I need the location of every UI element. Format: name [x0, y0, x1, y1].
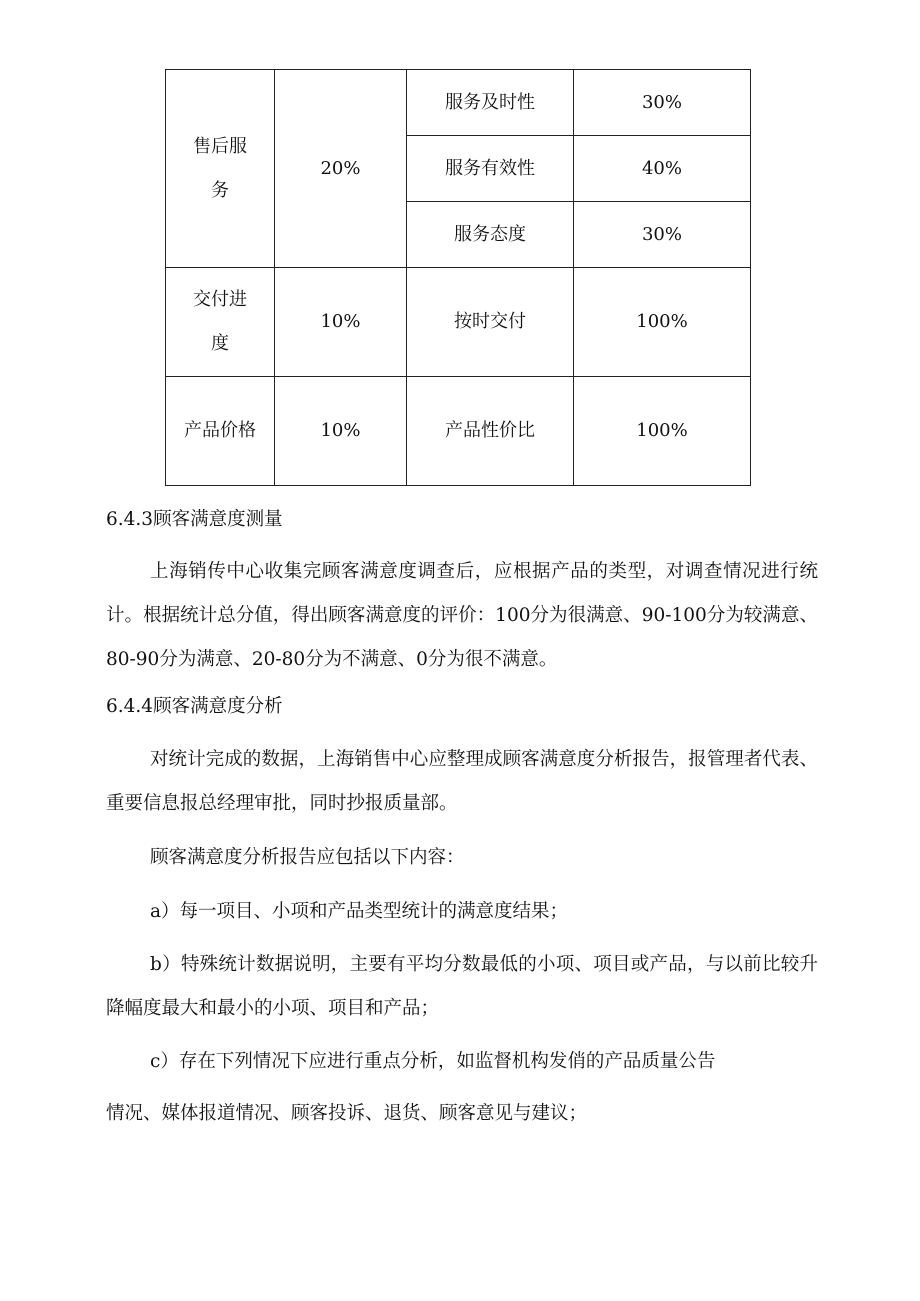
- paragraph-analysis-report: 对统计完成的数据，上海销售中心应整理成顾客满意度分析报告，报管理者代表、重要信息报总经理审批，同时抄报质量部。: [106, 749, 818, 814]
- share-on-time-delivery: 100%: [574, 268, 751, 377]
- section-heading-6-4-3: 6.4.3顾客满意度测量: [106, 509, 283, 530]
- item-price-performance: 产品性价比: [407, 377, 574, 486]
- list-item-c-line2: 情况、媒体报道情况、顾客投诉、退货、顾客意见与建议；: [106, 1103, 588, 1124]
- category-label: 交付进 度: [193, 289, 247, 354]
- item-service-attitude: 服务态度: [407, 202, 574, 268]
- item-service-timeliness: 服务及时性: [407, 70, 574, 136]
- category-delivery: [166, 268, 275, 377]
- item-on-time-delivery: 按时交付: [407, 268, 574, 377]
- weight-price: 10%: [275, 377, 407, 486]
- satisfaction-weight-table: [165, 69, 751, 486]
- paragraph-report-contents: 顾客满意度分析报告应包括以下内容：: [150, 847, 465, 868]
- share-service-attitude: 30%: [574, 202, 751, 268]
- list-item-a: a）每一项目、小项和产品类型统计的满意度结果；: [150, 901, 569, 922]
- share-price-performance: 100%: [574, 377, 751, 486]
- category-label: 售后服 务: [193, 135, 247, 201]
- section-heading-6-4-4: 6.4.4顾客满意度分析: [106, 696, 283, 717]
- list-item-c-line1: c）存在下列情况下应进行重点分析，如监督机构发俏的产品质量公告: [150, 1051, 716, 1072]
- list-item-b: b）特殊统计数据说明，主要有平均分数最低的小项、项目或产品，与以前比较升降幅度最大和最小的小项、项目和产品；: [106, 954, 818, 1019]
- weight-delivery: 10%: [275, 268, 407, 377]
- category-price: 产品价格: [166, 377, 275, 486]
- category-after-sales: [166, 70, 275, 268]
- item-service-effectiveness: 服务有效性: [407, 136, 574, 202]
- paragraph-measurement: 上海销传中心收集完顾客满意度调查后，应根据产品的类型，对调查情况进行统计。根据统计总分值，得出顾客满意度的评价：100分为很满意、90-100分为较满意、80-90分为满意、20-80分为不满意、0分为很不满意。: [106, 561, 818, 670]
- share-service-effectiveness: 40%: [574, 136, 751, 202]
- weight-after-sales: 20%: [275, 70, 407, 268]
- share-service-timeliness: 30%: [574, 70, 751, 136]
